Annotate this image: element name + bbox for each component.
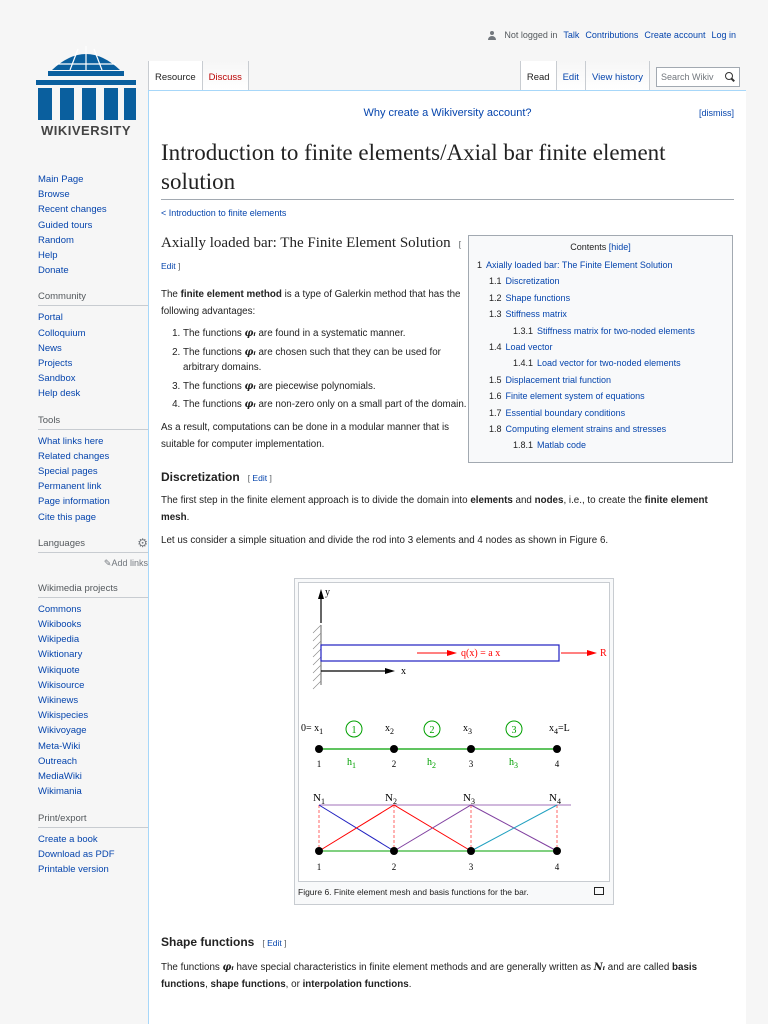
toc-item[interactable] [477, 388, 724, 404]
sidebar-item-guided-tours[interactable]: Guided tours [38, 219, 93, 231]
basis-node-2-number: 2 [391, 862, 397, 872]
fe-mesh-figure [298, 582, 610, 882]
load-arrowhead [447, 650, 457, 656]
edit-section-link[interactable]: [ Edit ] [247, 472, 272, 483]
sidebar-item-browse[interactable]: Browse [38, 189, 70, 201]
node-3 [467, 745, 475, 753]
toc-number: 1.8.1 [513, 440, 534, 451]
toc-number: 1.4.1 [513, 358, 534, 369]
toc-link[interactable]: Load vector [505, 342, 553, 353]
sidebar-item-wikivoyage[interactable]: Wikivoyage [38, 725, 87, 737]
toc-item[interactable] [477, 273, 724, 289]
toc-item[interactable] [477, 437, 724, 453]
sidebar-item-wiktionary[interactable]: Wiktionary [38, 649, 83, 661]
y-label: y [325, 587, 330, 598]
sidebar-item-help[interactable]: Help [38, 250, 58, 262]
node-4-number: 4 [554, 759, 560, 769]
sidebar-item-wikibooks[interactable]: Wikibooks [38, 619, 82, 631]
list-item: 3. The functions φᵢ are piecewise polynomials. [183, 379, 471, 395]
languages-heading [38, 538, 148, 553]
section-heading-axially-loaded: Axially loaded bar: The Finite Element Solution [ Edit ] [161, 235, 462, 271]
login-link[interactable]: Log in [711, 30, 736, 40]
node-1-coord-label: $0= x_1$ [301, 723, 324, 736]
toc-number: 1.7 [489, 407, 502, 418]
toc-item[interactable] [477, 306, 724, 322]
figure-caption: Figure 6. Finite element mesh and basis functions for the bar. [298, 887, 610, 897]
site-notice [161, 107, 734, 119]
sidebar-community [38, 310, 148, 401]
wikiversity-logo[interactable] [34, 40, 138, 138]
sidebar-item-wikispecies[interactable]: Wikispecies [38, 710, 89, 722]
sidebar-item-colloquium[interactable]: Colloquium [38, 327, 86, 339]
not-logged-in: Not logged in [504, 30, 558, 40]
y-axis-arrow [318, 589, 324, 599]
basis-node-3 [467, 847, 475, 855]
sidebar [38, 172, 148, 877]
sidebar-item-page-information[interactable]: Page information [38, 496, 110, 508]
toc-item[interactable] [477, 405, 724, 421]
load-label: q(x) = a x [461, 648, 501, 659]
node-4 [553, 745, 561, 753]
sidebar-item-recent-changes[interactable]: Recent changes [38, 204, 107, 216]
node-3-number: 3 [468, 759, 474, 769]
sidebar-print [38, 832, 148, 878]
node-guides [319, 805, 557, 851]
section-heading-discretization: Discretization [ Edit ] [161, 469, 272, 484]
sidebar-item-portal[interactable]: Portal [38, 312, 63, 324]
sidebar-item-printable-version[interactable]: Printable version [38, 863, 109, 875]
toc-hide-toggle[interactable]: [hide] [608, 242, 631, 252]
tab-resource[interactable]: Resource [148, 61, 202, 90]
node-1-number: 1 [316, 759, 322, 769]
tab-discuss[interactable]: Discuss [202, 61, 249, 90]
reaction-arrowhead [587, 650, 597, 656]
n3-label: $N_3$ [463, 792, 475, 806]
toc-number: 1.3 [489, 309, 502, 320]
edit-section-link[interactable]: [ Edit ] [161, 239, 462, 271]
sidebar-main [38, 172, 148, 278]
tab-view-history[interactable]: View history [585, 61, 650, 90]
search-icon[interactable] [723, 70, 737, 84]
node-4-coord-label: $x_4=L$ [549, 723, 570, 736]
list-item: 1. The functions φᵢ are found in a systematic manner. [183, 326, 471, 342]
shape-functions-section [161, 935, 737, 993]
x-label: x [401, 666, 406, 677]
sidebar-item-meta-wiki[interactable]: Meta-Wiki [38, 740, 81, 752]
sidebar-item-mediawiki[interactable]: MediaWiki [38, 771, 82, 783]
sidebar-item-outreach[interactable]: Outreach [38, 755, 78, 767]
node-2-coord-label: $x_2$ [385, 723, 394, 736]
advantages-list [183, 326, 471, 413]
result-paragraph: As a result, computations can be done in a modular manner that is suitable for computer implementation. [161, 421, 450, 450]
sidebar-item-wikipedia[interactable]: Wikipedia [38, 634, 80, 646]
figure-thumbnail[interactable] [294, 578, 614, 905]
n3-curve [394, 805, 557, 851]
toc-number: 1.3.1 [513, 325, 534, 336]
tab-edit[interactable]: Edit [556, 61, 585, 90]
print-heading: Print/export [38, 813, 148, 828]
element-1-label: 1 [351, 725, 357, 736]
section-heading-shape-functions: Shape functions [ Edit ] [161, 935, 287, 949]
toc-item[interactable] [477, 372, 724, 388]
languages-label: Languages [38, 537, 86, 549]
h3-label: $h_3$ [509, 757, 518, 770]
consider-paragraph: Let us consider a simple situation and divide the rod into 3 elements and 4 nodes as shown in Figure 6. [161, 534, 609, 546]
toc-number: 1.8 [489, 424, 502, 435]
discretization-paragraph: The first step in the finite element approach is to divide the domain into elements and nodes, i.e., to create the finite element mesh. [161, 494, 708, 523]
toc-link[interactable]: Matlab code [537, 440, 587, 451]
gear-icon[interactable]: ⚙ [137, 536, 148, 551]
toc-number: 1.5 [489, 374, 502, 385]
toc-link[interactable]: Displacement trial function [505, 374, 612, 385]
toc-item[interactable] [477, 355, 724, 371]
node-3-coord-label: $x_3$ [463, 723, 472, 736]
intro-section [161, 233, 471, 453]
sidebar-item-wikimania[interactable]: Wikimania [38, 786, 82, 798]
h1-label: $h_1$ [347, 757, 356, 770]
tools-heading: Tools [38, 415, 148, 430]
sidebar-item-special-pages[interactable]: Special pages [38, 466, 98, 478]
create-account-link[interactable]: Create account [644, 30, 706, 40]
sidebar-item-permanent-link[interactable]: Permanent link [38, 481, 102, 493]
node-2 [390, 745, 398, 753]
contributions-link[interactable]: Contributions [585, 30, 639, 40]
toc-link[interactable]: Axially loaded bar: The Finite Element Solution [486, 260, 673, 270]
talk-link[interactable]: Talk [563, 30, 580, 40]
enlarge-icon[interactable] [594, 887, 604, 895]
search-placeholder: Search Wikiv [661, 72, 714, 82]
pencil-icon: ✎ [103, 557, 112, 568]
toc-link[interactable]: Essential boundary conditions [505, 407, 626, 418]
n4-label: $N_4$ [549, 792, 561, 806]
toc-link[interactable]: Computing element strains and stresses [505, 424, 667, 435]
sidebar-item-commons[interactable]: Commons [38, 603, 82, 615]
x-axis-arrow [385, 668, 395, 674]
add-links[interactable]: ✎Add links [103, 557, 148, 568]
toc-number: 1.6 [489, 391, 502, 402]
sidebar-item-cite-this-page[interactable]: Cite this page [38, 511, 97, 523]
h2-label: $h_2$ [427, 757, 436, 770]
sidebar-item-wikisource[interactable]: Wikisource [38, 679, 85, 691]
toc-item[interactable] [477, 421, 724, 437]
node-2-number: 2 [391, 759, 397, 769]
sidebar-item-news[interactable]: News [38, 342, 62, 354]
element-3-label: 3 [511, 725, 517, 736]
sidebar-wikimedia [38, 602, 148, 800]
toc-link[interactable]: Finite element system of equations [505, 391, 645, 402]
toc-link[interactable]: Discretization [505, 276, 560, 287]
toc-number: 1.4 [489, 342, 502, 353]
sidebar-item-donate[interactable]: Donate [38, 265, 69, 277]
basis-node-2 [390, 847, 398, 855]
notice-link[interactable]: Why create a Wikiversity account? [363, 107, 532, 119]
list-item: 2. The functions φᵢ are chosen such that they can be used for arbitrary domains. [183, 345, 471, 376]
toc-item[interactable] [477, 339, 724, 355]
personal-tools [488, 30, 736, 40]
sidebar-item-related-changes[interactable]: Related changes [38, 450, 110, 462]
toc-link[interactable]: Stiffness matrix for two-noded elements [537, 325, 695, 336]
basis-node-1 [315, 847, 323, 855]
toc-link[interactable]: Stiffness matrix [505, 309, 567, 320]
toc-number: 1.1 [489, 276, 502, 287]
toc-item[interactable] [477, 257, 724, 273]
namespace-tabs [148, 61, 249, 90]
toc-list [477, 257, 724, 454]
element-2-label: 2 [429, 725, 435, 736]
sidebar-item-wikiquote[interactable]: Wikiquote [38, 664, 80, 676]
community-heading: Community [38, 291, 148, 306]
sidebar-item-main-page[interactable]: Main Page [38, 174, 84, 185]
logo-text: WIKIVERSITY [40, 123, 132, 138]
table-of-contents [468, 235, 733, 463]
breadcrumb [161, 208, 734, 218]
sidebar-item-help-desk[interactable]: Help desk [38, 388, 81, 400]
wall-hatch [313, 625, 321, 689]
sidebar-item-sandbox[interactable]: Sandbox [38, 373, 76, 385]
view-tabs [520, 61, 740, 90]
edit-section-link[interactable]: [ Edit ] [262, 938, 287, 948]
n2-curve [319, 805, 471, 851]
sidebar-item-what-links-here[interactable]: What links here [38, 435, 104, 447]
toc-item[interactable] [477, 323, 724, 339]
wikimedia-heading: Wikimedia projects [38, 583, 148, 598]
toc-link[interactable]: Shape functions [505, 292, 571, 303]
shape-paragraph: The functions φᵢ have special characteristics in finite element methods and are generally written as Nᵢ and are called basis functions, shape functions, or interpolation functions. [161, 962, 698, 990]
basis-node-4 [553, 847, 561, 855]
sidebar-item-projects[interactable]: Projects [38, 358, 73, 370]
sidebar-item-download-pdf[interactable]: Download as PDF [38, 848, 115, 860]
n1-label: $N_1$ [313, 792, 325, 806]
node-1 [315, 745, 323, 753]
sidebar-item-wikinews[interactable]: Wikinews [38, 695, 79, 707]
toc-number: 1 [477, 260, 483, 270]
basis-node-4-number: 4 [554, 862, 560, 872]
dismiss-link[interactable]: [dismiss] [698, 108, 734, 118]
search-input[interactable] [656, 67, 740, 87]
reaction-label: R [600, 648, 607, 659]
sidebar-tools [38, 434, 148, 525]
n2-label: $N_2$ [385, 792, 397, 806]
main-content [148, 90, 746, 1024]
page-title: Introduction to finite elements/Axial bar finite element solution [161, 138, 734, 200]
toc-number: 1.2 [489, 292, 502, 303]
toc-title: Contents [hide] [570, 242, 631, 252]
toc-item[interactable] [477, 290, 724, 306]
parent-page-link[interactable]: < Introduction to finite elements [161, 208, 287, 218]
intro-paragraph: The finite element method is a type of Galerkin method that has the following advantages: [161, 289, 461, 317]
list-item: 4. The functions φᵢ are non-zero only on a small part of the domain. [183, 397, 471, 413]
basis-node-3-number: 3 [468, 862, 474, 872]
user-icon [488, 31, 496, 40]
sidebar-item-create-book[interactable]: Create a book [38, 833, 98, 845]
basis-node-1-number: 1 [316, 862, 322, 872]
tab-read[interactable]: Read [520, 61, 556, 90]
sidebar-item-random[interactable]: Random [38, 234, 74, 246]
toc-link[interactable]: Load vector for two-noded elements [537, 358, 681, 369]
